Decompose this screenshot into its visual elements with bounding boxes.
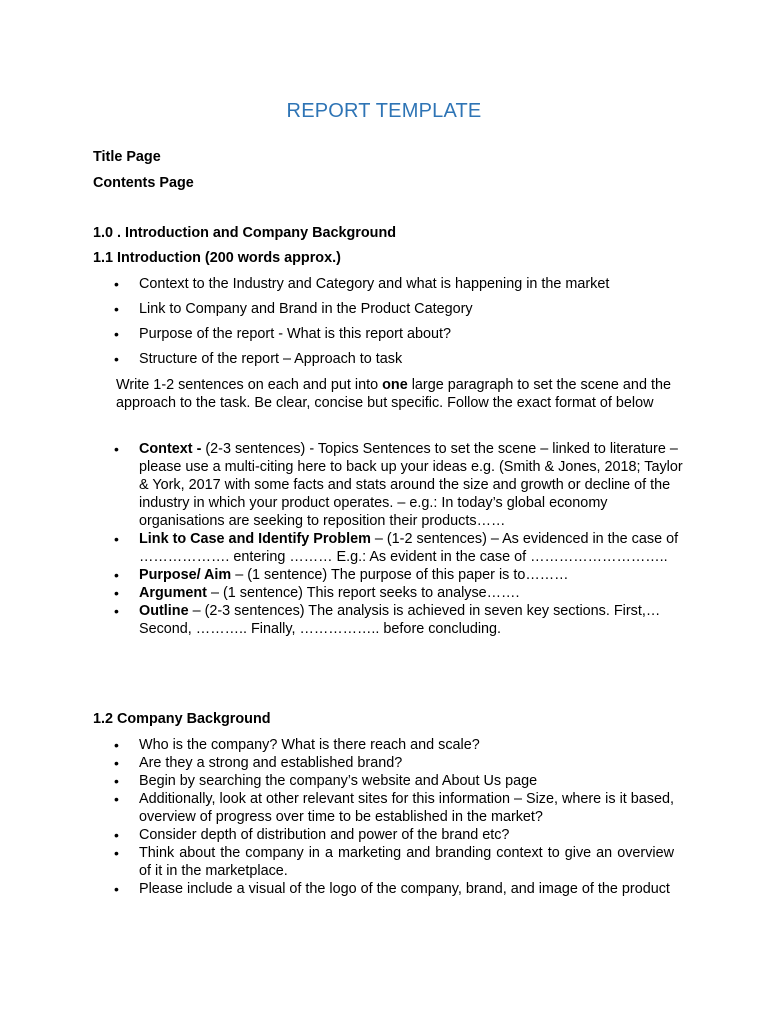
company-bullet-list <box>93 736 674 898</box>
list-item: • Structure of the report – Approach to task <box>93 350 683 368</box>
format-label: Outline <box>139 603 189 619</box>
list-item <box>93 584 683 602</box>
format-label: Link to Case and Identify Problem <box>139 531 371 547</box>
section-1-heading: 1.0 . Introduction and Company Background <box>93 225 397 241</box>
format-label: Purpose/ Aim <box>139 567 232 583</box>
format-label: Argument <box>139 585 207 601</box>
list-item <box>93 602 683 638</box>
instruction-bold-word: one <box>382 377 408 393</box>
list-item: • Additionally, look at other relevant sites for this information – Size, where is it based, overview of progress over time to be established in the market? <box>93 790 674 826</box>
instruction-paragraph <box>116 376 676 412</box>
format-text: (2-3 sentences) - Topics Sentences to set the scene – linked to literature – please use a multi-citing here to back up your ideas e.g. (Smith & Jones, 2018; Taylor & York, 2017 with some facts and stats around the size and growth or decline of the industry in which your product operates. – e.g.: In today’s global economy organisations are seeking to reposition their products…… <box>139 441 683 529</box>
list-item <box>93 440 683 530</box>
list-item: • Purpose of the report - What is this report about? <box>93 325 683 343</box>
section-1-2-heading: 1.2 Company Background <box>93 711 271 727</box>
list-item: • Are they a strong and established brand? <box>93 754 674 772</box>
format-text: – (1 sentence) The purpose of this paper is to……… <box>231 567 569 583</box>
list-item <box>93 566 683 584</box>
list-item: • Please include a visual of the logo of the company, brand, and image of the product <box>93 880 674 898</box>
format-text: – (2-3 sentences) The analysis is achieved in seven key sections. First,… Second, ……….. Finally, …………….. before concluding. <box>139 603 661 637</box>
list-item: • Link to Company and Brand in the Product Category <box>93 300 683 318</box>
instruction-text: Write 1-2 sentences on each and put into <box>116 377 383 393</box>
format-label: Context - <box>139 441 202 457</box>
list-item: • Begin by searching the company’s website and About Us page <box>93 772 674 790</box>
instruction-text-rest: large paragraph to set the scene and the approach to the task. Be clear, concise but specific. Follow the exact format of below <box>116 377 671 411</box>
title-page-heading: Title Page <box>93 149 161 165</box>
format-text: – (1 sentence) This report seeks to analyse……. <box>206 585 520 601</box>
intro-bullet-list <box>93 275 683 368</box>
list-item: • Who is the company? What is there reach and scale? <box>93 736 674 754</box>
list-item: • Think about the company in a marketing and branding context to give an overview of it in the marketplace. <box>93 844 674 880</box>
list-item: • Context to the Industry and Category and what is happening in the market <box>93 275 683 293</box>
format-bullet-list <box>93 440 683 638</box>
report-title: REPORT TEMPLATE <box>286 100 482 122</box>
format-text: – (1-2 sentences) – As evidenced in the case of ………………. entering ……… E.g.: As evident in the case of ……………………….. <box>139 531 679 565</box>
section-1-1-heading: 1.1 Introduction (200 words approx.) <box>93 250 341 266</box>
contents-page-heading: Contents Page <box>93 175 194 191</box>
list-item <box>93 530 683 566</box>
list-item: • Consider depth of distribution and power of the brand etc? <box>93 826 674 844</box>
